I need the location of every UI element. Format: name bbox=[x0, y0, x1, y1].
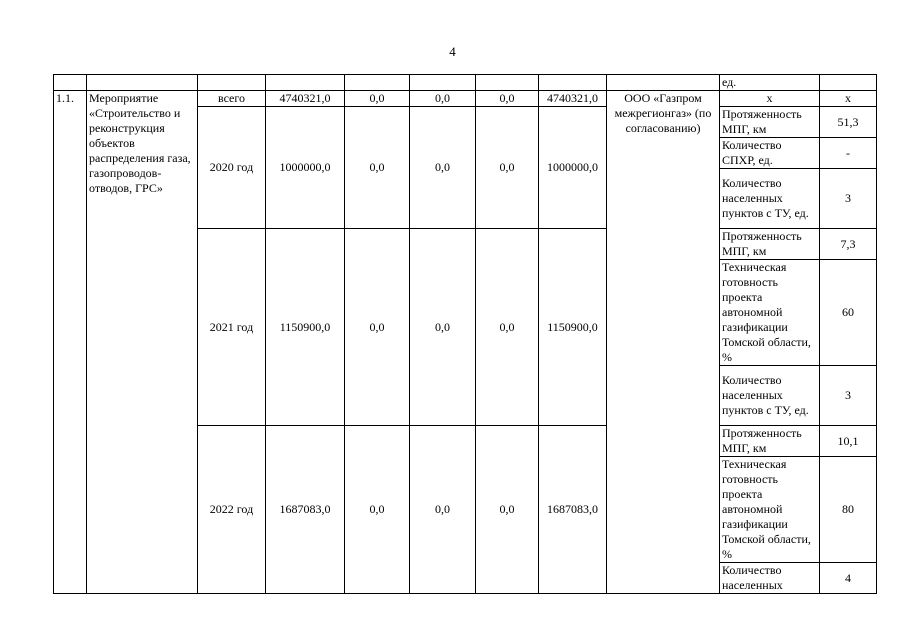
indicator-value: 51,3 bbox=[820, 107, 877, 138]
indicator-name: Количество населенных пунктов с ТУ, ед. bbox=[720, 169, 820, 229]
value-total: х bbox=[820, 91, 877, 107]
sum-2022: 1687083,0 bbox=[266, 426, 345, 594]
event-name: Мероприятие «Строительство и реконструкция объектов распределения газа, газопроводов-отводов, ГРС» bbox=[87, 91, 198, 594]
col1-2020: 0,0 bbox=[345, 107, 410, 229]
col2-total: 0,0 bbox=[410, 91, 476, 107]
page-number: 4 bbox=[449, 44, 456, 59]
col4-total: 4740321,0 bbox=[539, 91, 607, 107]
period-2020: 2020 год bbox=[198, 107, 266, 229]
indicator-name: Техническая готовность проекта автономной газификации Томской области, % bbox=[720, 457, 820, 563]
col2-2022: 0,0 bbox=[410, 426, 476, 594]
period-total: всего bbox=[198, 91, 266, 107]
period-2021: 2021 год bbox=[198, 229, 266, 426]
indicator-value: - bbox=[820, 138, 877, 169]
col1-2022: 0,0 bbox=[345, 426, 410, 594]
table-row-total bbox=[54, 91, 877, 107]
period-2022: 2022 год bbox=[198, 426, 266, 594]
col4-2020: 1000000,0 bbox=[539, 107, 607, 229]
col3-2022: 0,0 bbox=[476, 426, 539, 594]
header-cell bbox=[539, 75, 607, 91]
header-cell bbox=[198, 75, 266, 91]
col1-total: 0,0 bbox=[345, 91, 410, 107]
indicator-name: Количество населенных bbox=[720, 563, 820, 594]
indicator-name: Количество СПХР, ед. bbox=[720, 138, 820, 169]
col1-2021: 0,0 bbox=[345, 229, 410, 426]
program-table bbox=[53, 74, 877, 594]
indicator-value: 10,1 bbox=[820, 426, 877, 457]
col2-2021: 0,0 bbox=[410, 229, 476, 426]
indicator-name: Количество населенных пунктов с ТУ, ед. bbox=[720, 366, 820, 426]
row-number: 1.1. bbox=[54, 91, 87, 594]
header-cell bbox=[607, 75, 720, 91]
sum-2020: 1000000,0 bbox=[266, 107, 345, 229]
header-continuation-row bbox=[54, 75, 877, 91]
col3-2021: 0,0 bbox=[476, 229, 539, 426]
header-cell bbox=[820, 75, 877, 91]
executor: ООО «Газпром межрегионгаз» (по согласованию) bbox=[607, 91, 720, 594]
header-cell bbox=[54, 75, 87, 91]
indicator-total: х bbox=[720, 91, 820, 107]
col2-2020: 0,0 bbox=[410, 107, 476, 229]
indicator-value: 3 bbox=[820, 366, 877, 426]
indicator-value: 60 bbox=[820, 260, 877, 366]
indicator-name: Протяженность МПГ, км bbox=[720, 107, 820, 138]
indicator-name: Протяженность МПГ, км bbox=[720, 229, 820, 260]
indicator-name: Протяженность МПГ, км bbox=[720, 426, 820, 457]
header-cell bbox=[410, 75, 476, 91]
header-cell bbox=[345, 75, 410, 91]
indicator-name: Техническая готовность проекта автономной газификации Томской области, % bbox=[720, 260, 820, 366]
header-cell bbox=[476, 75, 539, 91]
col3-total: 0,0 bbox=[476, 91, 539, 107]
col4-2022: 1687083,0 bbox=[539, 426, 607, 594]
header-cell bbox=[87, 75, 198, 91]
indicator-value: 3 bbox=[820, 169, 877, 229]
col3-2020: 0,0 bbox=[476, 107, 539, 229]
indicator-value: 4 bbox=[820, 563, 877, 594]
header-cell bbox=[266, 75, 345, 91]
col4-2021: 1150900,0 bbox=[539, 229, 607, 426]
indicator-value: 80 bbox=[820, 457, 877, 563]
indicator-value: 7,3 bbox=[820, 229, 877, 260]
header-indicator-unit: ед. bbox=[720, 75, 820, 91]
sum-total: 4740321,0 bbox=[266, 91, 345, 107]
sum-2021: 1150900,0 bbox=[266, 229, 345, 426]
